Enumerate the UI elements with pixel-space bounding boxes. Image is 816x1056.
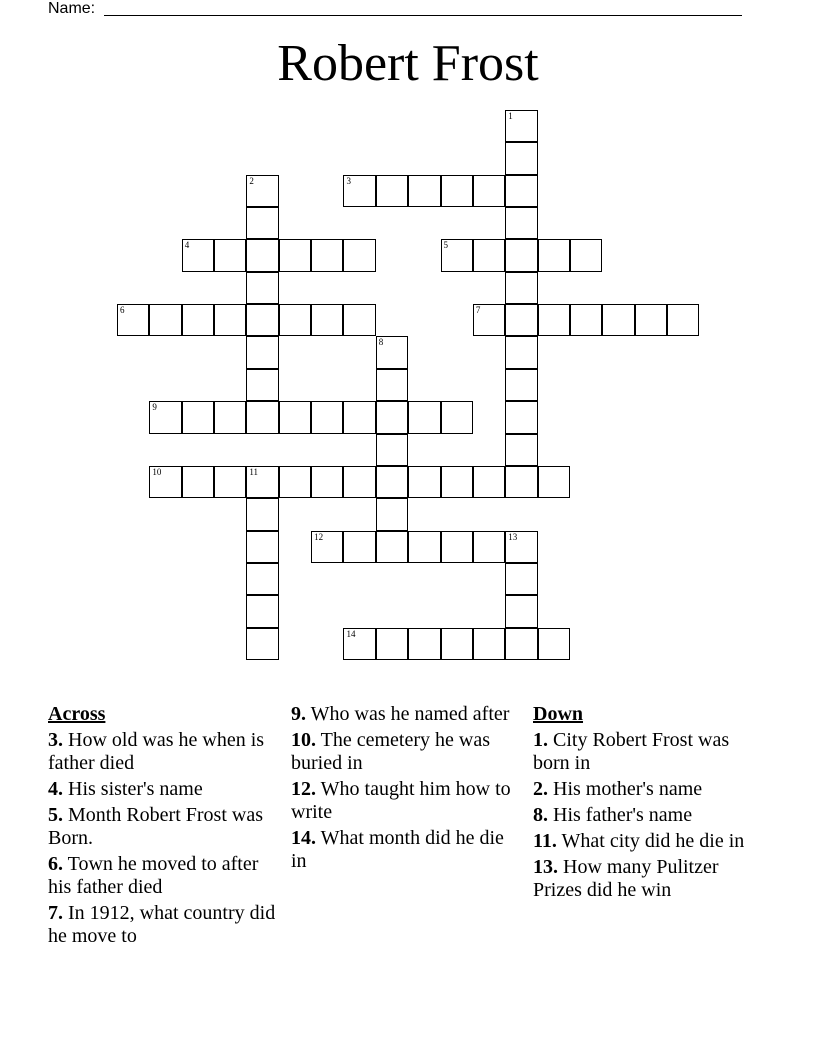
grid-cell[interactable] <box>343 175 375 207</box>
cell-number: 10 <box>152 466 162 477</box>
cell-number: 4 <box>184 240 190 251</box>
grid-cell[interactable] <box>441 239 473 271</box>
grid-cell[interactable] <box>149 466 181 498</box>
across-clue <box>291 778 523 824</box>
cell-number: 14 <box>346 628 356 639</box>
down-clue <box>533 830 768 853</box>
grid-cell[interactable] <box>538 239 570 271</box>
clue-number: 13. <box>533 856 558 878</box>
grid-cell[interactable] <box>246 531 278 563</box>
clue-number: 14. <box>291 827 316 849</box>
grid-cell[interactable] <box>505 239 537 271</box>
grid-cell[interactable] <box>182 401 214 433</box>
grid-cell[interactable] <box>149 304 181 336</box>
clues-column-1 <box>48 703 280 951</box>
grid-cell[interactable] <box>343 304 375 336</box>
grid-cell[interactable] <box>473 628 505 660</box>
clue-text: His mother's name <box>553 778 703 800</box>
grid-cell[interactable] <box>408 175 440 207</box>
grid-cell[interactable] <box>279 466 311 498</box>
across-clue <box>48 729 280 775</box>
clue-number: 2. <box>533 778 548 800</box>
grid-cell[interactable] <box>602 304 634 336</box>
clue-number: 1. <box>533 729 548 751</box>
grid-cell[interactable] <box>473 239 505 271</box>
grid-cell[interactable] <box>343 466 375 498</box>
grid-cell[interactable] <box>441 531 473 563</box>
clue-number: 12. <box>291 778 316 800</box>
grid-cell[interactable] <box>149 401 181 433</box>
grid-cell[interactable] <box>473 466 505 498</box>
grid-cell[interactable] <box>408 401 440 433</box>
grid-cell[interactable] <box>441 466 473 498</box>
grid-cell[interactable] <box>246 239 278 271</box>
grid-cell[interactable] <box>376 466 408 498</box>
grid-cell[interactable] <box>214 304 246 336</box>
grid-cell[interactable] <box>246 466 278 498</box>
across-clue <box>291 729 523 775</box>
grid-cell[interactable] <box>505 434 537 466</box>
cell-number: 3 <box>346 175 351 186</box>
clue-text: How old was he when is father died <box>48 729 265 774</box>
grid-cell[interactable] <box>343 531 375 563</box>
grid-cell[interactable] <box>246 369 278 401</box>
grid-cell[interactable] <box>279 401 311 433</box>
grid-cell[interactable] <box>376 628 408 660</box>
down-clue <box>533 778 768 801</box>
grid-cell[interactable] <box>473 175 505 207</box>
grid-cell[interactable] <box>246 336 278 368</box>
grid-cell[interactable] <box>635 304 667 336</box>
grid-cell[interactable] <box>376 434 408 466</box>
grid-cell[interactable] <box>570 239 602 271</box>
clue-number: 10. <box>291 729 316 751</box>
grid-cell[interactable] <box>246 272 278 304</box>
down-clue <box>533 729 768 775</box>
grid-cell[interactable] <box>376 336 408 368</box>
grid-cell[interactable] <box>343 628 375 660</box>
down-clue <box>533 856 768 902</box>
across-clue <box>48 853 280 899</box>
clue-text: His sister's name <box>68 778 203 800</box>
grid-cell[interactable] <box>311 466 343 498</box>
grid-cell[interactable] <box>538 304 570 336</box>
grid-cell[interactable] <box>182 239 214 271</box>
cell-number: 9 <box>152 402 157 413</box>
clue-text: The cemetery he was buried in <box>291 729 490 774</box>
grid-cell[interactable] <box>246 175 278 207</box>
grid-cell[interactable] <box>311 239 343 271</box>
across-clue <box>48 902 280 948</box>
cell-number: 2 <box>249 175 254 186</box>
grid-cell[interactable] <box>182 304 214 336</box>
clue-number: 11. <box>533 830 557 852</box>
grid-cell[interactable] <box>376 531 408 563</box>
grid-cell[interactable] <box>408 628 440 660</box>
grid-cell[interactable] <box>214 239 246 271</box>
grid-cell[interactable] <box>505 272 537 304</box>
grid-cell[interactable] <box>505 531 537 563</box>
down-heading: Down <box>533 703 584 725</box>
grid-cell[interactable] <box>117 304 149 336</box>
cell-number: 8 <box>378 337 384 348</box>
grid-cell[interactable] <box>279 239 311 271</box>
clue-text: In 1912, what country did he move to <box>48 902 276 947</box>
clue-text: What month did he die in <box>291 827 504 872</box>
grid-cell[interactable] <box>505 175 537 207</box>
clue-number: 7. <box>48 902 63 924</box>
grid-cell[interactable] <box>505 466 537 498</box>
grid-cell[interactable] <box>505 110 537 142</box>
clue-number: 4. <box>48 778 63 800</box>
grid-cell[interactable] <box>473 531 505 563</box>
grid-cell[interactable] <box>505 207 537 239</box>
clues-column-2 <box>291 703 523 876</box>
grid-cell[interactable] <box>441 175 473 207</box>
clue-text: City Robert Frost was born in <box>533 729 730 774</box>
grid-cell[interactable] <box>214 401 246 433</box>
cell-number: 1 <box>508 111 513 121</box>
across-heading: Across <box>48 703 106 725</box>
clue-number: 3. <box>48 729 63 751</box>
grid-cell[interactable] <box>505 595 537 627</box>
grid-cell[interactable] <box>182 466 214 498</box>
grid-cell[interactable] <box>246 595 278 627</box>
grid-cell[interactable] <box>246 304 278 336</box>
grid-cell[interactable] <box>343 401 375 433</box>
cell-number: 11 <box>249 466 259 477</box>
clue-number: 9. <box>291 703 306 725</box>
name-label: Name: <box>48 0 96 17</box>
grid-cell[interactable] <box>441 628 473 660</box>
cell-number: 13 <box>508 531 518 542</box>
grid-cell[interactable] <box>246 401 278 433</box>
grid-cell[interactable] <box>505 628 537 660</box>
clue-text: What city did he die in <box>561 830 745 852</box>
grid-cell[interactable] <box>505 304 537 336</box>
grid-cell[interactable] <box>214 466 246 498</box>
grid-cell[interactable] <box>311 401 343 433</box>
grid-cell[interactable] <box>343 239 375 271</box>
grid-cell[interactable] <box>538 628 570 660</box>
cell-number: 5 <box>443 240 448 251</box>
across-clue <box>291 827 523 873</box>
grid-cell[interactable] <box>505 369 537 401</box>
clue-number: 5. <box>48 804 63 826</box>
across-clue <box>48 804 280 850</box>
clue-text: His father's name <box>553 804 693 826</box>
cell-number: 6 <box>120 305 125 316</box>
cell-number: 12 <box>314 531 324 542</box>
grid-cell[interactable] <box>408 531 440 563</box>
grid-cell[interactable] <box>246 628 278 660</box>
grid-cell[interactable] <box>246 563 278 595</box>
clue-text: Who taught him how to write <box>291 778 511 823</box>
grid-cell[interactable] <box>505 401 537 433</box>
clue-text: How many Pulitzer Prizes did he win <box>533 856 719 901</box>
clue-number: 8. <box>533 804 548 826</box>
clue-number: 6. <box>48 853 63 875</box>
clue-text: Month Robert Frost was Born. <box>48 804 263 849</box>
grid-cell[interactable] <box>279 304 311 336</box>
grid-cell[interactable] <box>311 304 343 336</box>
grid-cell[interactable] <box>376 498 408 530</box>
grid-cell[interactable] <box>473 304 505 336</box>
grid-cell[interactable] <box>667 304 699 336</box>
grid-cell[interactable] <box>538 466 570 498</box>
grid-cell[interactable] <box>505 563 537 595</box>
across-clue <box>48 778 280 801</box>
clue-text: Town he moved to after his father died <box>48 853 259 898</box>
grid-cell[interactable] <box>376 175 408 207</box>
clue-text: Who was he named after <box>310 703 510 725</box>
across-clue <box>291 703 523 726</box>
page-title: Robert Frost <box>277 35 539 92</box>
grid-cell[interactable] <box>408 466 440 498</box>
grid-cell[interactable] <box>441 401 473 433</box>
grid-cell[interactable] <box>376 369 408 401</box>
down-clue <box>533 804 768 827</box>
grid-cell[interactable] <box>505 336 537 368</box>
grid-cell[interactable] <box>570 304 602 336</box>
grid-cell[interactable] <box>246 207 278 239</box>
grid-cell[interactable] <box>376 401 408 433</box>
grid-cell[interactable] <box>505 142 537 174</box>
cell-number: 7 <box>475 305 481 316</box>
grid-cell[interactable] <box>246 498 278 530</box>
grid-cell[interactable] <box>311 531 343 563</box>
clues-column-3 <box>533 703 768 905</box>
